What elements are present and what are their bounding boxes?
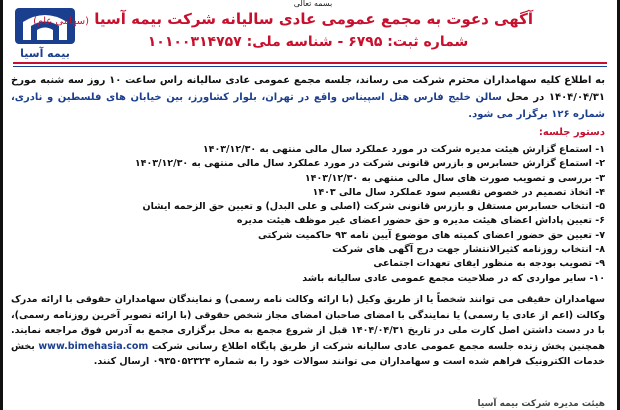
closing-text-3: ارسال کنند. bbox=[93, 356, 150, 367]
logo-text: بیمه آسیا bbox=[20, 47, 70, 60]
website-link[interactable]: www.bimehasia.com bbox=[38, 340, 149, 352]
header-divider bbox=[13, 62, 607, 64]
agenda-item: ۳- بررسی و تصویب صورت های سال مالی منتهی به ۱۴۰۳/۱۲/۳۰ bbox=[304, 172, 605, 184]
closing-text-2: بخش خدمات الکترونیک فراهم شده است و سهامداران می توانند سوالات خود را به شماره bbox=[11, 340, 605, 367]
page-title bbox=[33, 10, 533, 28]
basmala: بسمه تعالی bbox=[293, 0, 333, 8]
agenda-item: ۴- اتخاذ تصمیم در خصوص تقسیم سود عملکرد سال مالی ۱۴۰۳ bbox=[312, 186, 605, 198]
intro-part3: شماره ۱۲۶ برگزار می شود. bbox=[468, 109, 605, 120]
signature: هیئت مدیره شرکت بیمه آسیا bbox=[477, 399, 605, 409]
intro-part2: ۱۴۰۴/۰۴/۳۱ در محل bbox=[506, 92, 606, 103]
title-suffix: (سهامی عام) bbox=[33, 16, 90, 27]
meeting-location: سالن خلیج فارس هتل اسپیناس واقع در تهران، بلوار کشاورز، بین خیابان های فلسطین و نادری، bbox=[11, 92, 502, 103]
registration-line: شماره ثبت: ۶۷۹۵ - شناسه ملی: ۱۰۱۰۰۳۱۴۷۵۷ bbox=[147, 34, 469, 50]
agenda-item: ۲- استماع گزارش حسابرس و بازرس قانونی شرکت در مورد عملکرد سال مالی منتهی به ۱۴۰۳/۱۲/۳۰ bbox=[134, 158, 605, 170]
agenda-item: ۵- انتخاب حسابرس مستقل و بازرس قانونی شرکت (اصلی و علی البدل) و تعیین حق الزحمه ایشان bbox=[142, 201, 605, 213]
agenda-list bbox=[134, 143, 605, 286]
closing-paragraph bbox=[11, 292, 605, 370]
title-text: آگهی دعوت به مجمع عمومی عادی سالیانه شرکت بیمه آسیا bbox=[94, 10, 533, 28]
agenda-item: ۱۰- سایر مواردی که در صلاحیت مجمع عمومی عادی سالیانه باشد bbox=[302, 272, 605, 284]
agenda-heading: دستور جلسه: bbox=[538, 127, 605, 138]
agenda-item: ۱- استماع گزارش هیئت مدیره شرکت در مورد عملکرد سال مالی منتهی به ۱۴۰۳/۱۲/۳۰ bbox=[202, 144, 605, 155]
agenda-item: ۹- تصویب بودجه به منظور ایفای تعهدات اجتماعی bbox=[373, 258, 605, 270]
agenda-item: ۶- تعیین پاداش اعضای هیئت مدیره و حق حضور اعضای غیر موظف هیئت مدیره bbox=[236, 215, 605, 227]
closing-text: سهامداران حقیقی می توانند شخصاً یا از طریق وکیل (با ارائه وکالت نامه رسمی) و نمایندگان سهامداران حقوقی با ارائه مدرک وکالت (اعم از عادی یا رسمی) یا نمایندگی با امضای صاحبان امضای مجاز شخص حقوقی (با ارائه تصویر آخرین روزنامه رسمی)، با در دست داشتن اصل کارت ملی در تاریخ ۱۴۰۴/۰۴/۳۱ قبل از شروع مجمع به محل برگزاری مجمع به آدرس فوق مراجعه نمایند. همچنین پخش زنده جلسه مجمع عمومی عادی سالیانه شرکت از طریق پایگاه اطلاع رسانی شرکت bbox=[11, 294, 605, 352]
header-divider-thin bbox=[13, 66, 607, 67]
phone-number: ۰۹۳۵۰۵۲۳۲۴ bbox=[152, 356, 211, 367]
intro-paragraph bbox=[11, 72, 605, 123]
intro-part1: به اطلاع کلیه سهامداران محترم شرکت می رساند، جلسه مجمع عمومی عادی سالیانه راس ساعت ۱۰ روز سه شنبه مورخ bbox=[11, 75, 605, 86]
agenda-item: ۸- انتخاب روزنامه کثیرالانتشار جهت درج آگهی های شرکت bbox=[332, 244, 605, 256]
agenda-item: ۷- تعیین حق حضور اعضای کمیته های موضوع آیین نامه ۹۳ حاکمیت شرکتی bbox=[258, 229, 605, 241]
